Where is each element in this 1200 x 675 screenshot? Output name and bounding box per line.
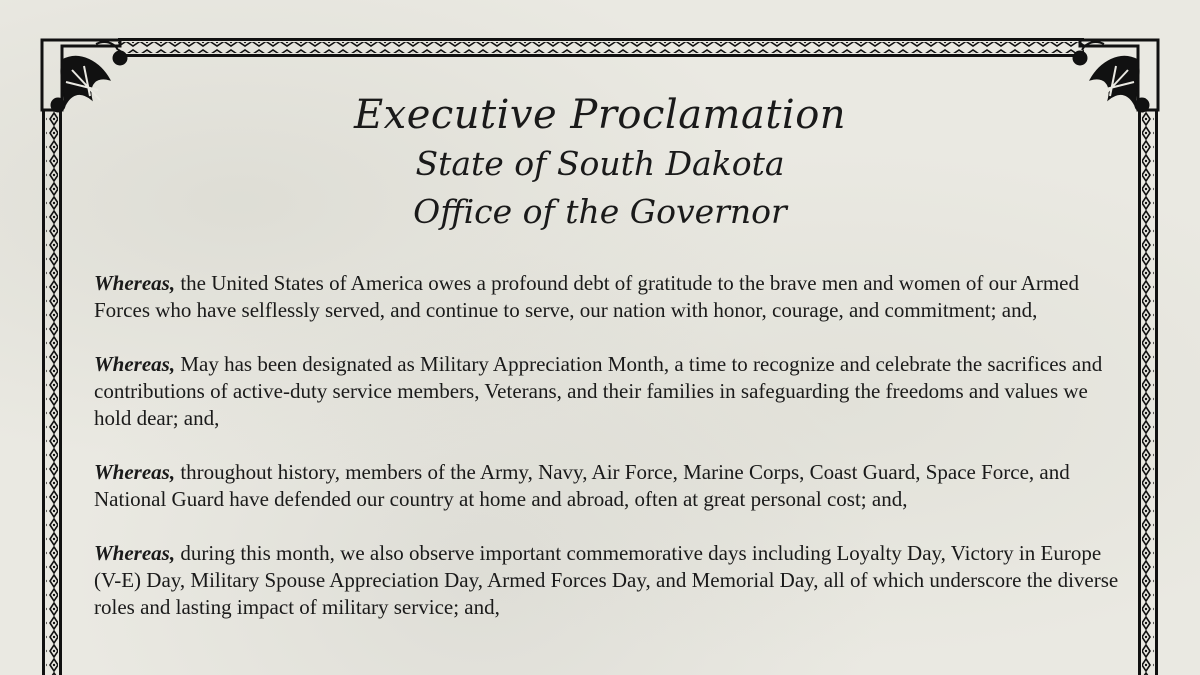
whereas-paragraph xyxy=(94,459,1124,513)
proclamation-header xyxy=(0,90,1200,236)
paragraph-lead: Whereas, xyxy=(94,352,176,376)
paragraph-lead: Whereas, xyxy=(94,460,176,484)
paragraph-text: the United States of America owes a profound debt of gratitude to the brave men and women of our Armed Forces who have selflessly served, and continue to serve, our nation with honor, courage, and commitment; and, xyxy=(94,271,1080,322)
document-title: Executive Proclamation xyxy=(353,92,847,138)
whereas-paragraph xyxy=(94,351,1124,432)
whereas-paragraph xyxy=(94,270,1124,324)
state-name: State of South Dakota xyxy=(415,144,785,183)
proclamation-body xyxy=(94,270,1124,648)
whereas-paragraph xyxy=(94,540,1124,621)
office-name: Office of the Governor xyxy=(413,192,787,231)
paragraph-lead: Whereas, xyxy=(94,541,176,565)
paragraph-text: May has been designated as Military Appreciation Month, a time to recognize and celebrate the sacrifices and contributions of active-duty service members, Veterans, and their families in safeguarding the freedoms and values we hold dear; and, xyxy=(94,352,1103,430)
paragraph-lead: Whereas, xyxy=(94,271,176,295)
paragraph-text: throughout history, members of the Army, Navy, Air Force, Marine Corps, Coast Guard, Space Force, and National Guard have defended our country at home and abroad, often at great personal cost; and, xyxy=(94,460,1070,511)
paragraph-text: during this month, we also observe important commemorative days including Loyalty Day, Victory in Europe (V-E) Day, Military Spouse Appreciation Day, Armed Forces Day, and Memorial Day, all of which underscore the diverse roles and lasting impact of military service; and, xyxy=(94,541,1119,619)
